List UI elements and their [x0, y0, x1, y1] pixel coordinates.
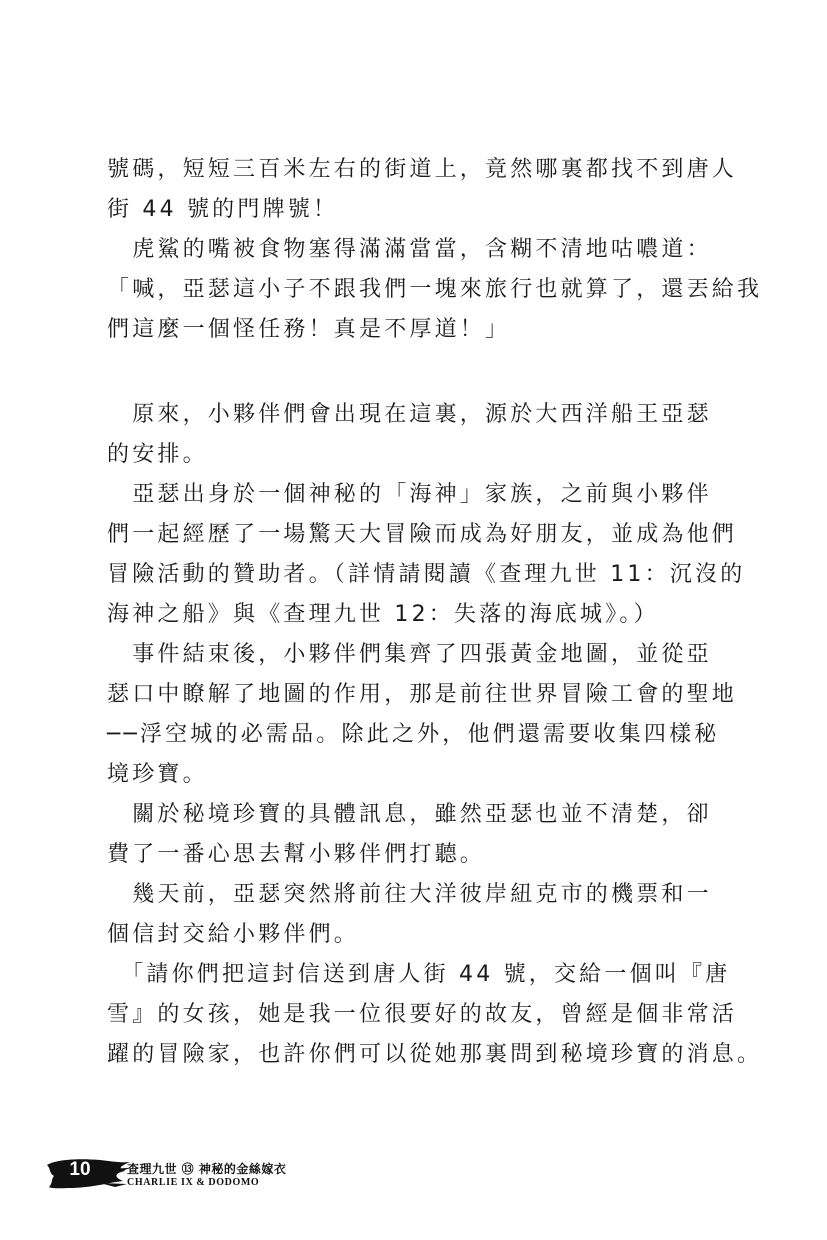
- text-line: 「請你們把這封信送到唐人街 44 號，交給一個叫『唐: [107, 962, 731, 987]
- text-line: 幾天前，亞瑟突然將前往大洋彼岸紐克市的機票和一: [107, 882, 712, 907]
- body-text-bottom: [107, 395, 763, 1075]
- text-line: ──浮空城的必需品。除此之外，他們還需要收集四樣秘: [107, 722, 720, 747]
- text-line: 的安排。: [107, 442, 208, 467]
- text-line: 關於秘境珍寶的具體訊息，雖然亞瑟也並不清楚，卻: [107, 802, 712, 827]
- text-line: 虎鯊的嘴被食物塞得滿滿當當，含糊不清地咕噥道：: [107, 237, 712, 262]
- text-line: 事件結束後，小夥伴們集齊了四張黃金地圖，並從亞: [107, 642, 712, 667]
- text-line: 們一起經歷了一場驚天大冒險而成為好朋友，並成為他們: [107, 522, 738, 547]
- text-line: 「喊，亞瑟這小子不跟我們一塊來旅行也就算了，還丟給我: [107, 277, 763, 302]
- page-footer: [45, 1155, 305, 1195]
- text-line: 雪』的女孩，她是我一位很要好的故友，曾經是個非常活: [107, 1002, 738, 1027]
- text-line: 原來，小夥伴們會出現在這裏，源於大西洋船王亞瑟: [107, 402, 712, 427]
- text-line: 亞瑟出身於一個神秘的「海神」家族，之前與小夥伴: [107, 482, 712, 507]
- page-number: 10: [69, 1159, 91, 1180]
- series-subtitle: CHARLIE IX & DODOMO: [127, 1177, 260, 1188]
- text-line: 瑟口中瞭解了地圖的作用，那是前往世界冒險工會的聖地: [107, 682, 738, 707]
- text-line: 海神之船》與《查理九世 12：失落的海底城》。）: [107, 602, 659, 627]
- text-line: 費了一番心思去幫小夥伴們打聽。: [107, 842, 486, 867]
- text-line: 個信封交給小夥伴們。: [107, 922, 360, 947]
- text-line: 冒險活動的贊助者。（詳情請閱讀《查理九世 11：沉沒的: [107, 562, 746, 587]
- text-line: 境珍寶。: [107, 762, 208, 787]
- text-line: 躍的冒險家，也許你們可以從她那裏問到秘境珍寶的消息。: [107, 1042, 763, 1067]
- text-line: 街 44 號的門牌號！: [107, 197, 339, 222]
- text-line: 們這麼一個怪任務！真是不厚道！」: [107, 317, 511, 342]
- text-line: 號碼，短短三百米左右的街道上，竟然哪裏都找不到唐人: [107, 157, 738, 182]
- series-title: 查理九世 ⑬ 神秘的金絲嫁衣: [127, 1162, 287, 1176]
- body-text-top: [107, 150, 763, 350]
